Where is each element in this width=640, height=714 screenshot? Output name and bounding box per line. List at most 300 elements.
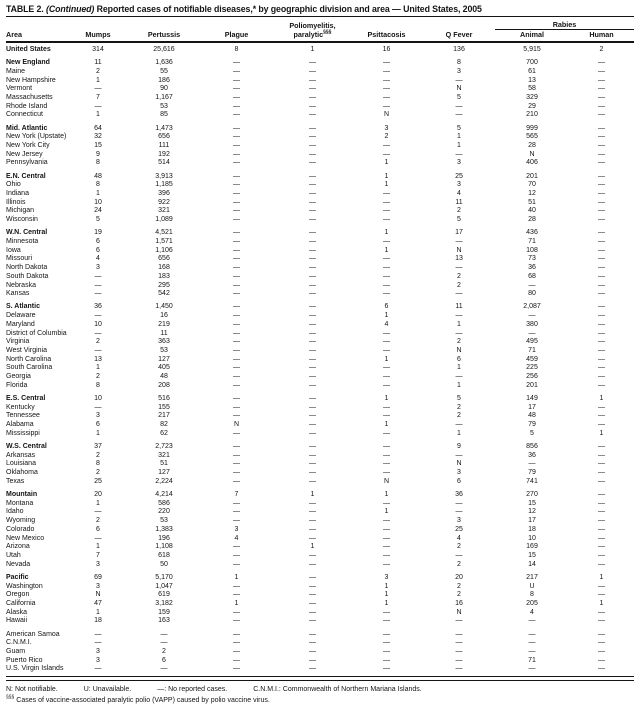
value-cell: N: [529, 150, 535, 158]
value-cell: 2: [457, 281, 461, 289]
table-row: [6, 199, 634, 208]
value-cell: —: [598, 338, 605, 346]
col-header-rabies-human: Human: [569, 30, 634, 43]
value-cell: 219: [158, 320, 170, 328]
value-cell: —: [383, 551, 390, 559]
value-cell: 5: [457, 216, 461, 224]
value-cell: 11: [455, 303, 463, 311]
value-cell: 19: [94, 229, 102, 237]
value-cell: —: [309, 102, 316, 110]
value-cell: 79: [528, 421, 536, 429]
value-cell: 270: [526, 491, 538, 499]
value-cell: 80: [528, 290, 536, 298]
value-cell: —: [383, 499, 390, 507]
value-cell: 85: [160, 111, 168, 119]
value-cell: 3: [384, 124, 389, 132]
area-cell: West Virginia: [6, 347, 47, 354]
value-cell: 256: [526, 373, 538, 381]
value-cell: 2: [457, 207, 461, 215]
area-cell: Georgia: [6, 373, 31, 381]
value-cell: —: [233, 76, 240, 84]
value-cell: —: [233, 150, 240, 158]
value-cell: —: [598, 517, 605, 525]
header-spacer: [130, 17, 198, 30]
table-row: [6, 111, 634, 120]
value-cell: —: [598, 290, 605, 298]
area-cell: Montana: [6, 499, 34, 507]
area-cell: New York City: [6, 142, 50, 150]
table-row: [6, 639, 634, 648]
value-cell: 71: [528, 656, 536, 664]
area-cell: American Samoa: [6, 630, 60, 638]
value-cell: —: [309, 639, 316, 647]
value-cell: 225: [526, 364, 538, 372]
value-cell: 220: [158, 508, 170, 516]
col-header-pertussis: Pertussis: [130, 30, 198, 43]
value-cell: 169: [526, 543, 538, 551]
value-cell: —: [598, 312, 605, 320]
table-row: [6, 404, 634, 413]
value-cell: 5: [96, 216, 100, 224]
value-cell: —: [233, 142, 240, 150]
value-cell: —: [309, 272, 316, 280]
value-cell: 17: [528, 517, 536, 525]
value-cell: 13: [455, 255, 463, 263]
value-cell: —: [455, 373, 463, 381]
table-title-text: Reported cases of notifiable diseases,* by geographic division and area — United States, 2005: [96, 4, 482, 14]
polio-footnote-mark: §§§: [323, 29, 332, 36]
value-cell: N: [456, 85, 462, 93]
value-cell: —: [455, 421, 463, 429]
area-cell: W.N. Central: [6, 229, 48, 237]
value-cell: 51: [528, 198, 536, 206]
value-cell: —: [528, 665, 536, 673]
value-cell: 4,521: [155, 229, 173, 237]
vapp-footnote-text: Cases of vaccine-associated paralytic polio (VAPP) caused by polio vaccine virus.: [16, 696, 270, 704]
value-cell: —: [598, 591, 605, 599]
value-cell: —: [309, 648, 316, 655]
value-cell: 18: [94, 617, 102, 625]
value-cell: 16: [455, 599, 463, 607]
value-cell: —: [598, 329, 605, 337]
table-title-label: TABLE 2.: [6, 4, 44, 14]
value-cell: 3: [96, 648, 100, 655]
value-cell: 29: [528, 102, 536, 110]
value-cell: 12: [528, 190, 536, 198]
value-cell: —: [233, 395, 240, 403]
value-cell: —: [233, 207, 240, 215]
value-cell: 1,636: [155, 59, 173, 67]
area-cell: North Carolina: [6, 355, 52, 363]
value-cell: 1: [384, 591, 389, 599]
value-cell: —: [383, 364, 390, 372]
table-row: [6, 85, 634, 94]
value-cell: 1: [96, 608, 100, 616]
value-cell: —: [94, 534, 102, 542]
value-cell: —: [455, 264, 463, 272]
value-cell: 127: [158, 469, 170, 477]
value-cell: —: [383, 190, 390, 198]
table-row: [6, 238, 634, 247]
value-cell: —: [94, 347, 102, 354]
value-cell: —: [233, 303, 240, 311]
value-cell: —: [383, 59, 390, 67]
value-cell: —: [383, 142, 390, 150]
value-cell: —: [309, 499, 316, 507]
value-cell: —: [383, 648, 390, 655]
value-cell: —: [383, 630, 390, 638]
value-cell: —: [309, 216, 316, 224]
table-row: [6, 125, 634, 134]
table-row: [6, 500, 634, 509]
value-cell: 7: [234, 491, 239, 499]
value-cell: 922: [158, 198, 170, 206]
value-cell: 2: [96, 338, 100, 346]
area-cell: Iowa: [6, 246, 21, 254]
value-cell: 3: [384, 573, 389, 581]
value-cell: —: [383, 429, 390, 437]
area-cell: New Hampshire: [6, 76, 56, 84]
value-cell: —: [598, 443, 605, 451]
value-cell: —: [233, 238, 240, 246]
value-cell: —: [598, 469, 605, 477]
area-cell: Delaware: [6, 312, 36, 320]
table-body: [6, 42, 634, 674]
value-cell: —: [598, 525, 605, 533]
col-header-mumps: Mumps: [66, 30, 130, 43]
value-cell: 24: [94, 207, 102, 215]
value-cell: —: [383, 255, 390, 263]
value-cell: —: [160, 630, 168, 638]
value-cell: 618: [158, 551, 170, 559]
value-cell: 36: [455, 491, 463, 499]
value-cell: —: [233, 272, 240, 280]
value-cell: 192: [158, 150, 170, 158]
value-cell: 2: [457, 543, 461, 551]
value-cell: —: [455, 551, 463, 559]
value-cell: —: [309, 412, 316, 420]
value-cell: —: [598, 111, 605, 119]
area-cell: Hawaii: [6, 617, 28, 625]
value-cell: 53: [160, 347, 168, 354]
value-cell: 8: [96, 181, 100, 189]
value-cell: —: [528, 460, 536, 468]
value-cell: N: [383, 111, 390, 119]
value-cell: —: [233, 133, 240, 141]
area-cell: Maryland: [6, 320, 35, 328]
table-row: [6, 617, 634, 626]
value-cell: —: [309, 560, 316, 568]
value-cell: —: [233, 403, 240, 411]
table-row: [6, 216, 634, 225]
footnote-cnmi: C.N.M.I.: Commonwealth of Northern Mariana Islands.: [253, 685, 422, 693]
value-cell: —: [309, 76, 316, 84]
table-row: [6, 469, 634, 478]
value-cell: —: [233, 312, 240, 320]
value-cell: 15: [528, 499, 536, 507]
value-cell: 8: [96, 381, 100, 389]
value-cell: —: [309, 238, 316, 246]
value-cell: —: [94, 102, 102, 110]
value-cell: —: [309, 207, 316, 215]
area-cell: Mountain: [6, 491, 38, 499]
table-row: [6, 395, 634, 404]
value-cell: —: [383, 373, 390, 381]
value-cell: —: [383, 150, 390, 158]
value-cell: —: [309, 320, 316, 328]
value-cell: —: [233, 355, 240, 363]
area-cell: Nevada: [6, 560, 31, 568]
table-row: [6, 338, 634, 347]
value-cell: —: [383, 102, 390, 110]
table-row: [6, 382, 634, 391]
value-cell: 210: [526, 111, 538, 119]
value-cell: 1: [96, 190, 100, 198]
value-cell: —: [598, 142, 605, 150]
notifiable-diseases-table: [6, 16, 634, 674]
value-cell: —: [309, 551, 316, 559]
area-cell: Alabama: [6, 421, 34, 429]
area-cell: New Mexico: [6, 534, 45, 542]
table-row: [6, 264, 634, 273]
value-cell: N: [383, 477, 390, 485]
footnote-unavailable: U: Unavailable.: [83, 685, 132, 693]
table-row: [6, 77, 634, 86]
value-cell: —: [383, 338, 390, 346]
value-cell: —: [455, 312, 463, 320]
table-row: [6, 648, 634, 657]
table-row: [6, 609, 634, 618]
header-spacer: [350, 17, 423, 30]
value-cell: 1: [310, 491, 315, 499]
value-cell: 37: [94, 443, 102, 451]
header-row-columns: [6, 30, 634, 43]
col-header-area: Area: [6, 30, 66, 43]
value-cell: —: [233, 338, 240, 346]
value-cell: —: [455, 665, 463, 673]
value-cell: —: [598, 272, 605, 280]
value-cell: 321: [158, 451, 170, 459]
value-cell: —: [598, 639, 605, 647]
value-cell: —: [309, 582, 316, 590]
value-cell: —: [309, 469, 316, 477]
value-cell: —: [233, 172, 240, 180]
value-cell: 1: [234, 599, 239, 607]
value-cell: 459: [526, 355, 538, 363]
value-cell: 149: [526, 395, 538, 403]
area-cell: Nebraska: [6, 281, 36, 289]
value-cell: 217: [526, 573, 538, 581]
area-cell: Colorado: [6, 525, 35, 533]
value-cell: —: [455, 630, 463, 638]
value-cell: —: [598, 172, 605, 180]
value-cell: N: [456, 347, 462, 354]
value-cell: 2: [457, 412, 461, 420]
table-row: [6, 173, 634, 182]
value-cell: 13: [528, 76, 536, 84]
value-cell: —: [309, 429, 316, 437]
value-cell: 53: [160, 102, 168, 110]
table-row: [6, 181, 634, 190]
value-cell: —: [598, 364, 605, 372]
value-cell: —: [598, 582, 605, 590]
value-cell: 3: [96, 264, 100, 272]
value-cell: 48: [528, 412, 536, 420]
value-cell: —: [598, 264, 605, 272]
table-row: [6, 574, 634, 583]
value-cell: 32: [94, 133, 102, 141]
value-cell: 405: [158, 364, 170, 372]
value-cell: —: [309, 246, 316, 254]
value-cell: —: [598, 355, 605, 363]
value-cell: —: [598, 59, 605, 67]
table-row: [6, 526, 634, 535]
value-cell: 619: [158, 591, 170, 599]
value-cell: —: [233, 94, 240, 102]
value-cell: 183: [158, 272, 170, 280]
value-cell: —: [94, 403, 102, 411]
value-cell: 108: [526, 246, 538, 254]
value-cell: 1: [96, 499, 100, 507]
value-cell: —: [309, 290, 316, 298]
area-cell: S. Atlantic: [6, 303, 40, 311]
area-cell: Kentucky: [6, 403, 35, 411]
value-cell: —: [528, 617, 536, 625]
value-cell: —: [233, 373, 240, 381]
value-cell: 15: [94, 142, 102, 150]
value-cell: 69: [94, 573, 102, 581]
header-spacer: [423, 17, 495, 30]
value-cell: 1: [384, 312, 389, 320]
value-cell: —: [233, 591, 240, 599]
value-cell: —: [455, 290, 463, 298]
value-cell: —: [598, 608, 605, 616]
value-cell: —: [598, 648, 605, 655]
value-cell: —: [309, 534, 316, 542]
value-cell: 208: [158, 381, 170, 389]
value-cell: 36: [94, 303, 102, 311]
value-cell: 47: [94, 599, 102, 607]
table-row: [6, 535, 634, 544]
value-cell: —: [309, 124, 316, 132]
value-cell: —: [383, 560, 390, 568]
value-cell: —: [598, 85, 605, 93]
value-cell: 16: [160, 312, 168, 320]
value-cell: —: [233, 517, 240, 525]
value-cell: —: [383, 381, 390, 389]
area-cell: Arizona: [6, 543, 30, 551]
value-cell: 28: [528, 216, 536, 224]
value-cell: —: [598, 76, 605, 84]
value-cell: —: [309, 443, 316, 451]
value-cell: —: [233, 329, 240, 337]
value-cell: 1: [96, 429, 100, 437]
header-spacer: [66, 17, 130, 30]
value-cell: 1: [599, 429, 604, 437]
value-cell: 3,913: [155, 172, 173, 180]
value-cell: 4: [234, 534, 239, 542]
value-cell: 10: [94, 395, 102, 403]
value-cell: 1: [96, 111, 100, 119]
value-cell: —: [598, 543, 605, 551]
value-cell: 79: [528, 469, 536, 477]
value-cell: —: [528, 329, 536, 337]
area-cell: W.S. Central: [6, 443, 47, 451]
col-header-polio-line1: Poliomyelitis,: [289, 20, 336, 30]
value-cell: 1: [96, 76, 100, 84]
footnote-vapp: [6, 696, 634, 705]
value-cell: 111: [158, 142, 170, 150]
value-cell: 14: [528, 560, 536, 568]
area-cell: U.S. Virgin Islands: [6, 665, 64, 673]
area-cell: Missouri: [6, 255, 33, 263]
value-cell: —: [233, 648, 240, 655]
value-cell: —: [309, 264, 316, 272]
table-row: [6, 59, 634, 68]
col-header-psittacosis: Psittacosis: [350, 30, 423, 43]
value-cell: 1: [599, 395, 604, 403]
value-cell: 5: [457, 395, 461, 403]
value-cell: —: [309, 67, 316, 75]
table-row: [6, 421, 634, 430]
value-cell: —: [233, 59, 240, 67]
value-cell: —: [455, 508, 463, 516]
value-cell: —: [233, 582, 240, 590]
value-cell: —: [94, 281, 102, 289]
value-cell: 4: [457, 534, 461, 542]
value-cell: 127: [158, 355, 170, 363]
value-cell: 1,167: [155, 94, 173, 102]
value-cell: 1,106: [155, 246, 173, 254]
value-cell: —: [233, 665, 240, 673]
value-cell: —: [233, 190, 240, 198]
value-cell: —: [233, 469, 240, 477]
table-row: [6, 321, 634, 330]
value-cell: —: [383, 656, 390, 664]
area-cell: Texas: [6, 477, 25, 485]
value-cell: 90: [160, 85, 168, 93]
value-cell: —: [598, 207, 605, 215]
value-cell: —: [233, 255, 240, 263]
value-cell: —: [455, 617, 463, 625]
value-cell: —: [233, 617, 240, 625]
area-cell: Mid. Atlantic: [6, 124, 48, 132]
value-cell: —: [455, 648, 463, 655]
value-cell: 406: [526, 159, 538, 167]
value-cell: 18: [528, 525, 536, 533]
value-cell: —: [233, 451, 240, 459]
value-cell: —: [528, 281, 536, 289]
value-cell: 51: [160, 460, 168, 468]
value-cell: 3: [457, 159, 461, 167]
value-cell: 55: [160, 67, 168, 75]
table-row: [6, 430, 634, 439]
value-cell: —: [528, 639, 536, 647]
value-cell: 155: [158, 403, 170, 411]
value-cell: —: [383, 469, 390, 477]
footnote-legend: [6, 685, 634, 694]
value-cell: —: [94, 508, 102, 516]
table-row: [6, 247, 634, 256]
value-cell: 3: [457, 181, 461, 189]
value-cell: —: [598, 190, 605, 198]
value-cell: 1: [457, 320, 461, 328]
area-cell: Tennessee: [6, 412, 40, 420]
value-cell: —: [94, 85, 102, 93]
value-cell: —: [233, 159, 240, 167]
value-cell: —: [598, 216, 605, 224]
value-cell: 2: [96, 517, 100, 525]
